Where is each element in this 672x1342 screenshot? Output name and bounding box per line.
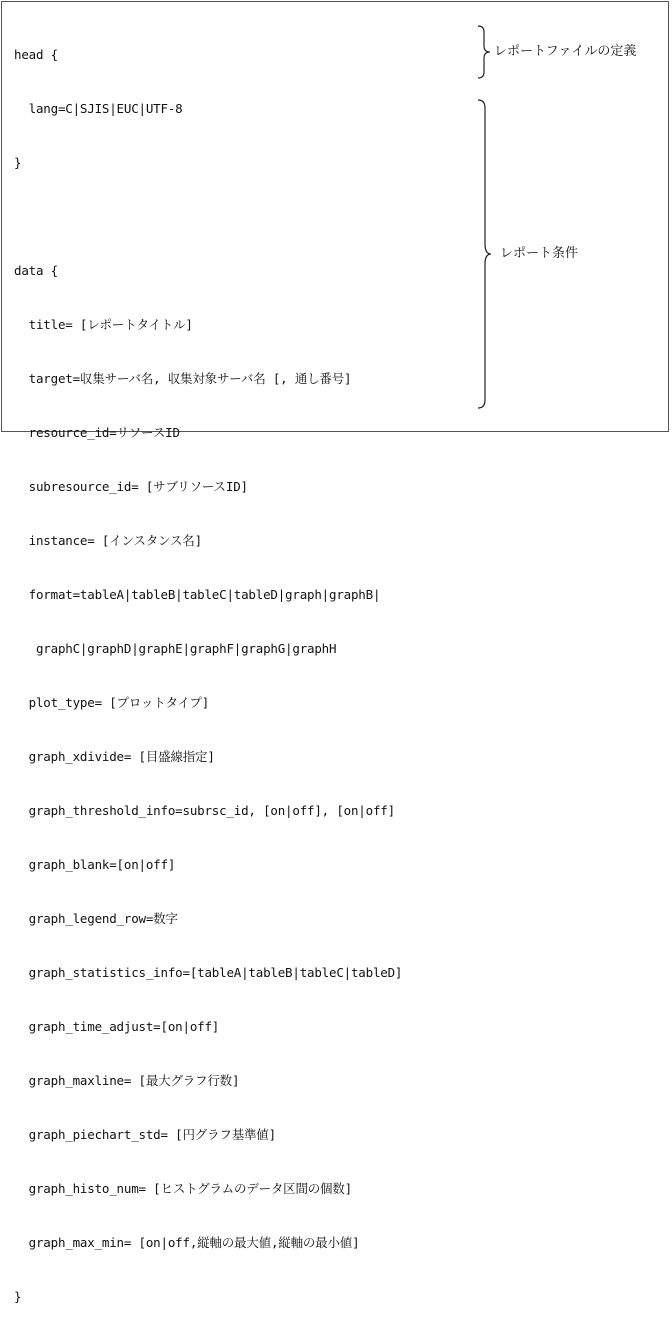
data-graph-maxline-line: graph_maxline= [最大グラフ行数]: [14, 1073, 240, 1088]
data-close-line: }: [14, 1289, 22, 1304]
data-graph-threshold-info-line: graph_threshold_info=subrsc_id, [on|off], [on|off]: [14, 803, 395, 818]
data-graph-histo-num-line: graph_histo_num= [ヒストグラムのデータ区間の個数]: [14, 1181, 352, 1196]
head-annotation: レポートファイルの定義: [494, 44, 637, 59]
data-format-line: format=tableA|tableB|tableC|tableD|graph|graphB|: [14, 587, 381, 602]
data-graph-statistics-info-line: graph_statistics_info=[tableA|tableB|tableC|tableD]: [14, 965, 403, 980]
data-plot-type-line: plot_type= [プロットタイプ]: [14, 695, 210, 710]
document-frame: [1, 1, 669, 1304]
data-subresource-id-line: subresource_id= [サブリソースID]: [14, 479, 248, 494]
head-open-line: head {: [14, 47, 58, 62]
data-annotation: レポート条件: [500, 246, 579, 261]
data-graph-legend-row-line: graph_legend_row=数字: [14, 911, 178, 926]
data-resource-id-line: resource_id=リソースID: [14, 425, 180, 440]
data-graph-time-adjust-line: graph_time_adjust=[on|off]: [14, 1019, 220, 1034]
data-graph-max-min-line: graph_max_min= [on|off,縦軸の最大値,縦軸の最小値]: [14, 1235, 360, 1250]
data-brace: [476, 98, 496, 410]
head-lang-line: lang=C|SJIS|EUC|UTF-8: [14, 101, 183, 116]
head-brace: [476, 24, 496, 80]
data-format-continued-line: graphC|graphD|graphE|graphF|graphG|graphH: [14, 641, 337, 656]
head-close-line: }: [14, 155, 22, 170]
code-listing: [14, 10, 474, 1342]
data-title-line: title= [レポートタイトル]: [14, 317, 193, 332]
blank-line: [14, 208, 474, 226]
data-instance-line: instance= [インスタンス名]: [14, 533, 202, 548]
data-target-line: target=収集サーバ名, 収集対象サーバ名 [, 通し番号]: [14, 371, 352, 386]
data-open-line: data {: [14, 263, 58, 278]
data-graph-piechart-std-line: graph_piechart_std= [円グラフ基準値]: [14, 1127, 276, 1142]
data-graph-xdivide-line: graph_xdivide= [目盛線指定]: [14, 749, 215, 764]
data-graph-blank-line: graph_blank=[on|off]: [14, 857, 176, 872]
